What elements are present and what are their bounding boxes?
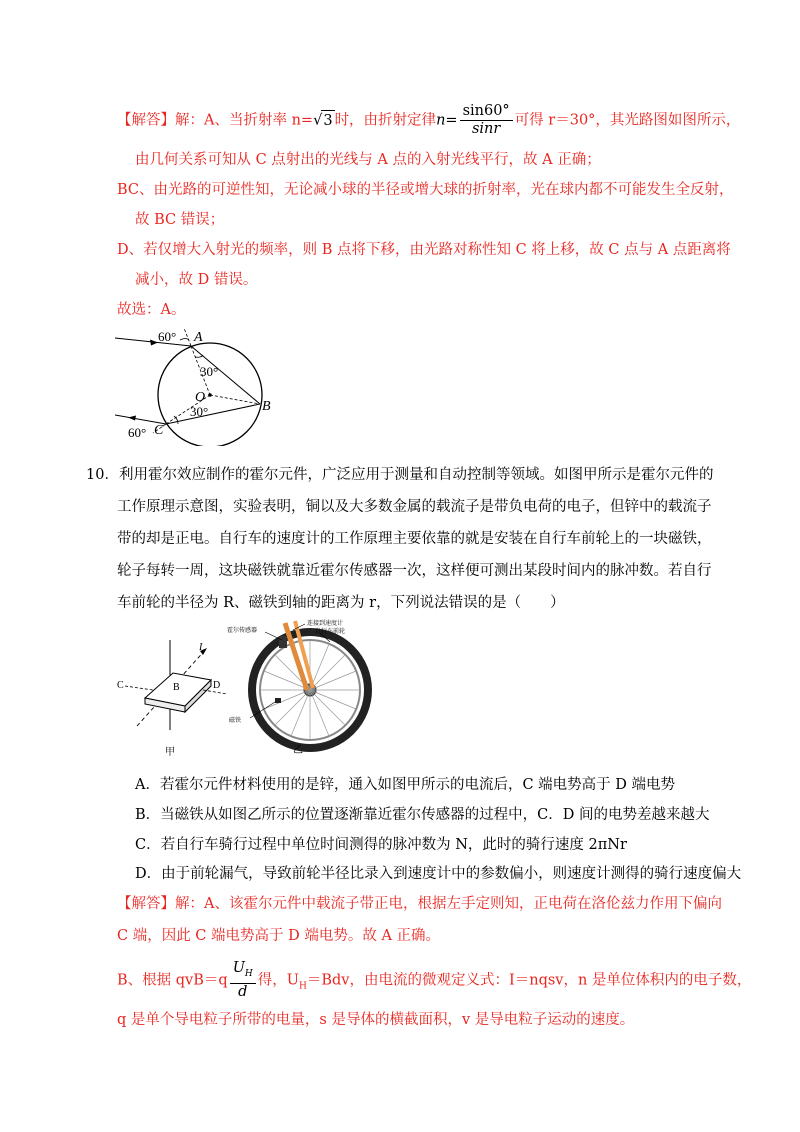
label-O: O — [195, 390, 206, 405]
label-sensor: 霍尔传感器 — [227, 628, 258, 634]
label-B: B — [262, 399, 271, 414]
answer9-line2: 由几何关系可知从 C 点射出的光线与 A 点的入射光线平行，故 A 正确； — [135, 152, 601, 168]
answer9-line5: D、若仅增大入射光的频率，则 B 点将下移，由光路对称性知 C 将上移，故 C 点与 A 点距离将 — [117, 242, 731, 258]
label-B-field: B — [173, 682, 180, 693]
q10-line2: 工作原理示意图，实验表明，铜以及大多数金属的载流子是带负电荷的电子，但锌中的载流子 — [117, 499, 712, 515]
snell-fraction: $\frac{\sin 60^\circ}{\sin r}$ — [460, 103, 513, 138]
label-D-terminal: D — [213, 680, 221, 691]
angle-30a-label: 30° — [200, 364, 219, 379]
answer-tag: 【解答】 — [117, 112, 175, 129]
caption-jia: 甲 — [165, 747, 175, 758]
answer10-line3: B、根据 qvB＝q $\frac{U_H}{d}$ 得，$U_H=Bdv$，由电流的微观定义式：I＝nqsv，n 是单位体积内的电子数， — [117, 960, 752, 1000]
label-C: C — [154, 423, 164, 438]
answer9-line1: 【解答】解：A、当折射率 n=√3 时，由折射定律n= $\frac{\sin 60^\circ}{\sin r}$ 可得 r＝30°，其光路图如图所示， — [117, 103, 741, 137]
center-dot — [208, 393, 212, 397]
answer10-line1: 【解答】解：A、该霍尔元件中载流子带正电，根据左手定则知，正电荷在洛伦兹力作用下偏向 — [117, 896, 722, 912]
incident-arrow-icon — [150, 340, 158, 346]
sqrt-symbol: √ — [313, 112, 323, 129]
answer9-line3: BC、由光路的可逆性知，无论减小球的半径或增大球的折射率，光在球内都不可能发生全反射， — [117, 182, 734, 198]
answer-tag: 【解答】 — [117, 896, 175, 912]
spokes — [260, 640, 360, 740]
option-C: C．若自行车骑行过程中单位时间测得的脉冲数为 N，此时的骑行速度 2πNr — [135, 837, 627, 853]
option-D: D．由于前轮漏气，导致前轮半径比录入到速度计中的参数偏小，则速度计测得的骑行速度偏大 — [135, 866, 742, 882]
q10-line1: 10．利用霍尔效应制作的霍尔元件，广泛应用于测量和自动控制等领域。如图甲所示是霍尔元件的 — [86, 467, 714, 483]
angle-top-label: 60° — [158, 329, 177, 344]
answer9-line4: 故 BC 错误； — [135, 212, 225, 228]
label-meter: 连接到速度计 — [307, 621, 344, 627]
hall-figure — [115, 618, 375, 758]
angle-arc-top — [180, 339, 189, 341]
answer9-line7: 故选：A。 — [117, 302, 186, 318]
q10-line4: 轮子每转一周，这块磁铁就靠近霍尔传感器一次，这样便可测出某段时间内的脉冲数。若自行 — [117, 563, 712, 579]
magnet — [275, 698, 281, 703]
emergent-arrow-icon — [128, 416, 136, 421]
label-wheel: 自行车前轮 — [315, 629, 346, 635]
option-B: B．当磁铁从如图乙所示的位置逐渐靠近霍尔传感器的过程中，C．D 间的电势差越来越大 — [135, 807, 710, 823]
ray-B-C — [166, 404, 260, 424]
light-path-figure — [110, 324, 290, 446]
hall-voltage-fraction: $\frac{U_H}{d}$ — [230, 960, 256, 1001]
caption-yi: 乙 — [293, 745, 303, 756]
terminal-C-line — [125, 686, 153, 690]
radius-B — [210, 395, 260, 404]
bicycle-wheel-diagram — [227, 619, 368, 756]
q10-line5: 车前轮的半径为 R、磁铁到轴的距离为 r，下列说法错误的是（ ） — [117, 595, 565, 611]
answer10-line4: q 是单个导电粒子所带的电量，s 是导体的横截面积，v 是导电粒子运动的速度。 — [117, 1012, 635, 1028]
label-C-terminal: C — [117, 680, 124, 691]
sqrt-value: 3 — [321, 110, 334, 131]
answer9-line6: 减小，故 D 错误。 — [135, 272, 258, 288]
label-I-current: I — [199, 642, 203, 653]
normal-A-ext — [184, 328, 191, 346]
q10-line3: 带的却是正电。自行车的速度计的工作原理主要依靠的就是安装在自行车前轮上的一块磁铁， — [117, 531, 712, 547]
label-A: A — [194, 330, 203, 345]
angle-bottom-label: 60° — [128, 425, 147, 440]
option-A: A．若霍尔元件材料使用的是锌，通入如图甲所示的电流后，C 端电势高于 D 端电势 — [135, 777, 676, 793]
angle-30b-label: 30° — [190, 404, 209, 419]
question-number: 10． — [86, 467, 119, 483]
answer10-line2: C 端，因此 C 端电势高于 D 端电势。故 A 正确。 — [117, 928, 441, 944]
label-magnet: 磁铁 — [229, 718, 242, 724]
hall-element-diagram — [117, 640, 227, 758]
hall-sensor — [279, 636, 287, 648]
